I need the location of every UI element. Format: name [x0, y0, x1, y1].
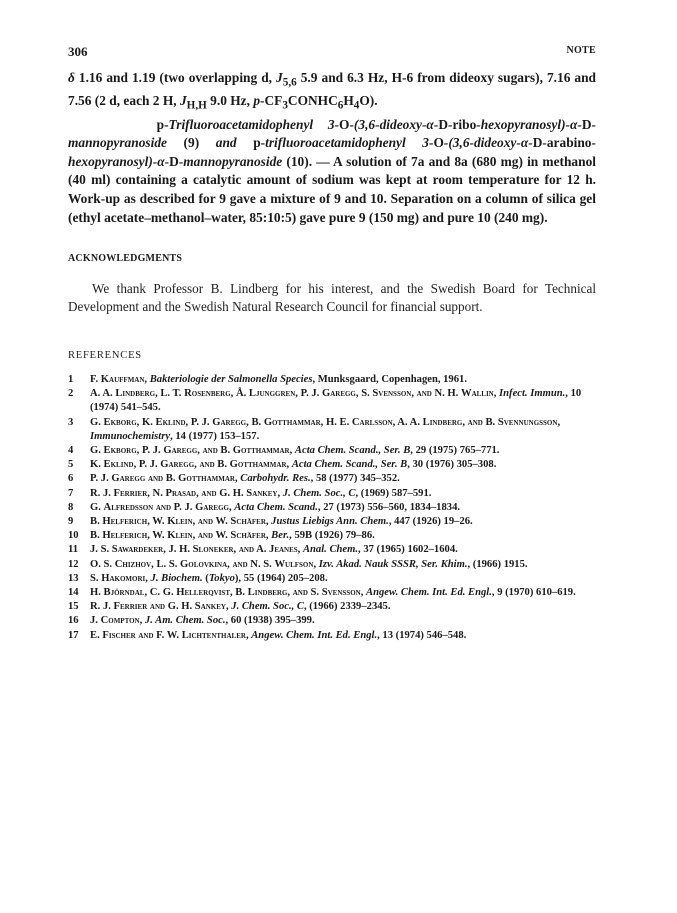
reference-item	[68, 387, 596, 415]
reference-item	[68, 487, 596, 501]
reference-item	[68, 543, 596, 557]
reference-number: 3	[68, 416, 74, 428]
reference-item	[68, 373, 596, 387]
reference-item	[68, 614, 596, 628]
reference-number: 7	[68, 487, 74, 499]
reference-number: 8	[68, 501, 74, 513]
reference-number: 17	[68, 629, 79, 641]
reference-item	[68, 629, 596, 643]
reference-text: H. Björndal, C. G. Hellerqvist, B. Lindberg, and S. Svensson, Angew. Chem. Int. Ed. Engl., 9 (1970) 610–619.	[90, 587, 576, 599]
reference-number: 14	[68, 587, 79, 599]
acknowledgments-heading: ACKNOWLEDGMENTS	[68, 253, 183, 264]
page-header	[68, 44, 596, 60]
reference-number: 9	[68, 516, 74, 528]
reference-text: G. Ekborg, P. J. Garegg, and B. Gotthammar, Acta Chem. Scand., Ser. B, 29 (1975) 765–771.	[90, 445, 500, 457]
reference-list	[68, 373, 596, 643]
reference-number: 10	[68, 530, 79, 542]
reference-item	[68, 572, 596, 586]
reference-number: 5	[68, 459, 74, 471]
references-heading: REFERENCES	[68, 350, 142, 361]
acknowledgments-text: We thank Professor B. Lindberg for his interest, and the Swedish Board for Technical Development and the Swedish Natural Research Council for financial support.	[68, 281, 596, 315]
reference-text: A. A. Lindberg, L. T. Rosenberg, Å. Ljunggren, P. J. Garegg, S. Svensson, and N. H. Wallin, Infect. Immun., 10 (1974) 541–545.	[90, 388, 582, 414]
reference-item	[68, 458, 596, 472]
reference-item	[68, 558, 596, 572]
reference-number: 13	[68, 572, 79, 584]
reference-text: E. Fischer and F. W. Lichtenthaler, Angew. Chem. Int. Ed. Engl., 13 (1974) 546–548.	[90, 629, 467, 641]
reference-item	[68, 416, 596, 444]
reference-text: B. Helferich, W. Klein, and W. Schäfer, Ber., 59B (1926) 79–86.	[90, 530, 375, 542]
reference-text: K. Eklind, P. J. Garegg, and B. Gotthammar, Acta Chem. Scand., Ser. B, 30 (1976) 305–308.	[90, 459, 497, 471]
reference-item	[68, 501, 596, 515]
reference-number: 16	[68, 615, 79, 627]
reference-text: F. Kauffman, Bakteriologie der Salmonella Species, Munksgaard, Copenhagen, 1961.	[90, 374, 467, 385]
reference-number: 11	[68, 544, 79, 556]
reference-item	[68, 600, 596, 614]
running-title: NOTE	[566, 45, 596, 56]
reference-item	[68, 472, 596, 486]
reference-text: R. J. Ferrier, N. Prasad, and G. H. Sankey, J. Chem. Soc., C, (1969) 587–591.	[90, 487, 432, 499]
reference-item	[68, 586, 596, 600]
reference-number: 4	[68, 445, 74, 457]
reference-item	[68, 515, 596, 529]
reference-item	[68, 529, 596, 543]
experimental-paragraph: δ 1.16 and 1.19 (two overlapping d, $J_{5,6}$ 5.9 and 6.3 Hz, H-6 from dideoxy sugars), 7.16 and 7.56 (2 d, each 2 H, $J_{H,H}$ 9.0 Hz, $p-CF_3CONHC_6H_4O$). p-Trifluoroacetamidophenyl 3-O-(3,6-dideoxy-α-D-ribo-hexopyranosyl)-α-D-mannopyranoside (9) and p-trifluoroacetamidophenyl 3-O-(3,6-dideoxy-α-D-arabino-hexopyranosyl)-α-D-mannopyranoside (10). — A solution of 7a and 8a (680 mg) in methanol (40 ml) containing a catalytic amount of sodium was kept at room temperature for 12 h. Work-up as described for 9 gave a mixture of 9 and 10. Separation on a column of silica gel (ethyl acetate–methanol–water, 85:10:5) gave pure 9 (150 mg) and pure 10 (240 mg).	[68, 70, 597, 225]
reference-text: R. J. Ferrier and G. H. Sankey, J. Chem. Soc., C, (1966) 2339–2345.	[90, 601, 391, 613]
reference-number: 6	[68, 473, 74, 485]
page-number: 306	[68, 44, 88, 59]
reference-text: B. Helferich, W. Klein, and W. Schäfer, Justus Liebigs Ann. Chem., 447 (1926) 19–26.	[90, 516, 473, 528]
reference-text: J. S. Sawardeker, J. H. Sloneker, and A. Jeanes, Anal. Chem., 37 (1965) 1602–1604.	[90, 544, 458, 556]
reference-text: O. S. Chizhov, L. S. Golovkina, and N. S. Wulfson, Izv. Akad. Nauk SSSR, Ser. Khim., (1966) 1915.	[90, 558, 528, 570]
reference-text: P. J. Garegg and B. Gotthammar, Carbohydr. Res., 58 (1977) 345–352.	[90, 473, 400, 485]
reference-number: 1	[68, 374, 74, 385]
reference-number: 2	[68, 388, 74, 400]
reference-text: S. Hakomori, J. Biochem. (Tokyo), 55 (1964) 205–208.	[90, 572, 328, 584]
reference-number: 12	[68, 558, 79, 570]
reference-number: 15	[68, 601, 79, 613]
reference-text: G. Alfredsson and P. J. Garegg, Acta Chem. Scand., 27 (1973) 556–560, 1834–1834.	[90, 501, 461, 513]
reference-text: J. Compton, J. Am. Chem. Soc., 60 (1938) 395–399.	[90, 615, 315, 627]
reference-text: G. Ekborg, K. Eklind, P. J. Garegg, B. Gotthammar, H. E. Carlsson, A. A. Lindberg, and B. Svennungsson, Immunochemistry, 14 (1977) 153–157.	[90, 416, 561, 442]
reference-item	[68, 444, 596, 458]
